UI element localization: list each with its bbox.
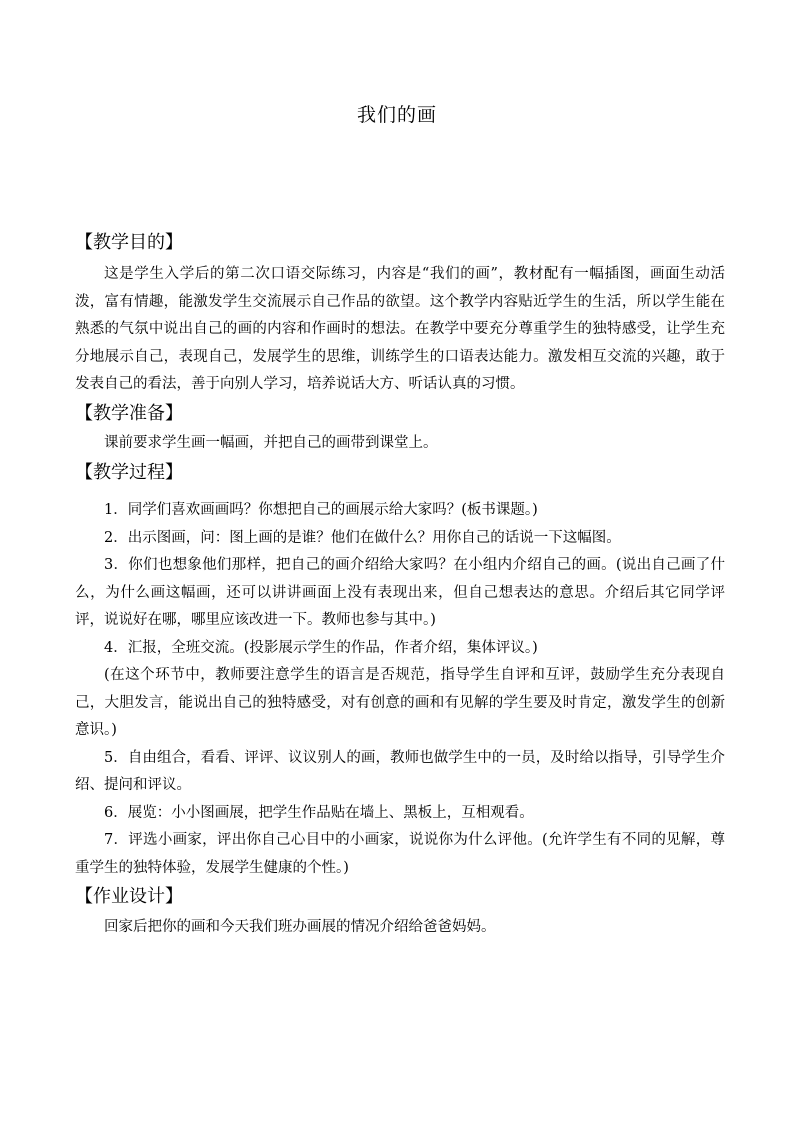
heading-homework-design: 【作业设计】 xyxy=(75,886,183,907)
process-step-7: 7．评选小画家，评出你自己心目中的小画家，说说你为什么评他。(允许学生有不同的见解，尊重学生的独特体验，发展学生健康的个性。) xyxy=(75,832,725,876)
paragraph-homework-design: 回家后把你的画和今天我们班办画展的情况介绍给爸爸妈妈。 xyxy=(104,919,496,935)
process-step-1: 1．同学们喜欢画画吗？你想把自己的画展示给大家吗？(板书课题。) xyxy=(104,502,538,518)
process-step-4: 4．汇报，全班交流。(投影展示学生的作品，作者介绍，集体评议。) xyxy=(104,639,538,656)
paragraph-teaching-purpose: 这是学生入学后的第二次口语交际练习，内容是“我们的画”，教材配有一幅插图，画面生动活泼，富有情趣，能激发学生交流展示自己作品的欲望。这个教学内容贴近学生的生活，所以学生能在熟悉的气氛中说出自己的画的内容和作画时的想法。在教学中要充分尊重学生的独特感受，让学生充分地展示自己，表现自己，发展学生的思维，训练学生的口语表达能力。激发相互交流的兴趣，敢于发表自己的看法，善于向别人学习，培养说话大方、听话认真的习惯。 xyxy=(75,266,725,392)
document-title: 我们的画 xyxy=(356,104,437,126)
heading-teaching-purpose: 【教学目的】 xyxy=(75,232,183,253)
process-step-2: 2．出示图画，问：图上画的是谁？他们在做什么？用你自己的话说一下这幅图。 xyxy=(104,529,621,546)
document-body xyxy=(75,228,725,942)
paragraph-teaching-preparation: 课前要求学生画一幅画，并把自己的画带到课堂上。 xyxy=(104,434,438,451)
heading-teaching-process: 【教学过程】 xyxy=(75,462,183,483)
process-step-5: 5．自由组合，看看、评评、议议别人的画，教师也做学生中的一员，及时给以指导，引导学生介绍、提问和评议。 xyxy=(75,749,725,793)
process-step-4-note: (在这个环节中，教师要注意学生的语言是否规范，指导学生自评和互评，鼓励学生充分表现自己，大胆发言，能说出自己的独特感受，对有创意的画和有见解的学生要及时肯定，激发学生的创新意识。) xyxy=(75,667,725,738)
process-step-6: 6．展览：小小图画展，把学生作品贴在墙上、黑板上，互相观看。 xyxy=(104,804,534,821)
process-step-3: 3．你们也想象他们那样，把自己的画介绍给大家吗？在小组内介绍自己的画。(说出自己画了什么，为什么画这幅画，还可以讲讲画面上没有表现出来，但自己想表达的意思。介绍后其它同学评评，说说好在哪，哪里应该改进一下。教师也参与其中。) xyxy=(75,557,725,628)
heading-teaching-preparation: 【教学准备】 xyxy=(75,402,183,424)
